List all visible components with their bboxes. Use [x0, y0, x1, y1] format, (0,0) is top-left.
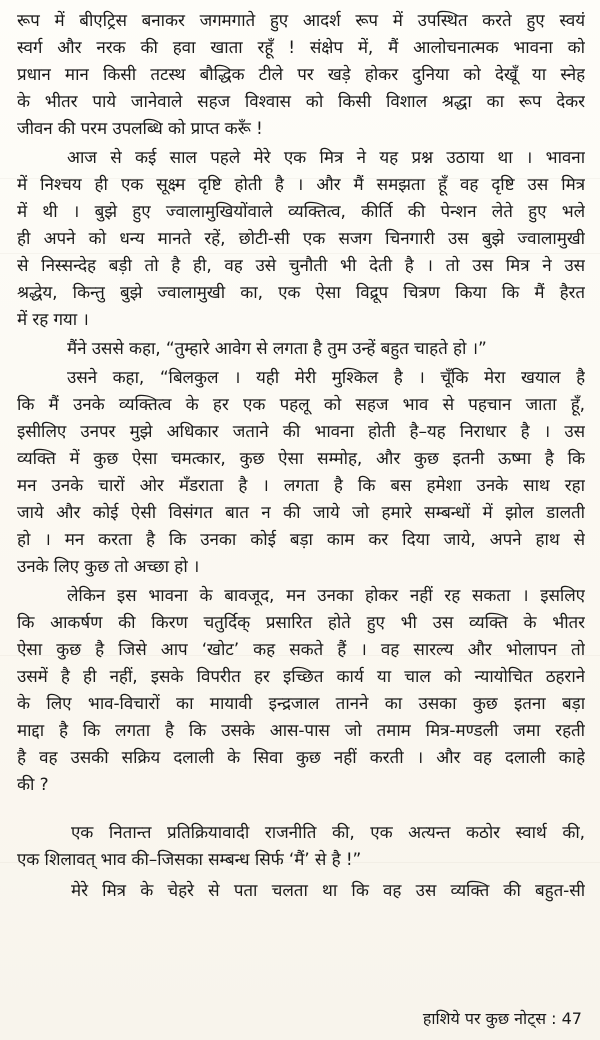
text-line: के लिए भाव-विचारों का मायावी इन्द्रजाल तानने का उसका कुछ इतना बड़ा	[17, 694, 585, 714]
page-footer: हाशिये पर कुछ नोट्स : 47	[422, 1009, 582, 1028]
text-line: श्रद्धेय, किन्तु बुझे ज्वालामुखी का, एक ऐसा विद्रूप चित्रण किया कि मैं हैरत	[17, 283, 585, 303]
text-line: से निस्सन्देह बड़ी तो है ही, वह उसे चुनौती भी देती है । तो उस मित्र ने उस	[17, 256, 585, 276]
text-line: में थी । बुझे हुए ज्वालामुखियोंवाले व्यक्तित्व, कीर्ति की पेन्शन लेते हुए भले	[17, 202, 585, 222]
text-line: माद्दा है कि लगता है कि उसके आस-पास जो तमाम मित्र-मण्डली जमा रहती	[17, 721, 585, 741]
text-line: आज से कई साल पहले मेरे एक मित्र ने यह प्रश्न उठाया था । भावना	[67, 148, 585, 168]
text-line: उनके लिए कुछ तो अच्छा हो ।	[17, 557, 200, 577]
text-line: मन उनके चारों ओर मँडराता है । लगता है कि बस हमेशा उनके साथ रहा	[17, 476, 585, 496]
text-line: जाये और कोई ऐसी विसंगत बात न की जाये जो हमारे सम्बन्धों में झोल डालती	[17, 503, 585, 523]
text-line: ही अपने को धन्य मानते रहें, छोटी-सी एक सजग चिनगारी उस बुझे ज्वालामुखी	[17, 229, 585, 249]
text-line: व्यक्ति में कुछ ऐसा चमत्कार, कुछ ऐसा सम्मोह, और कुछ इतनी ऊष्मा है कि	[17, 449, 585, 469]
text-line: हो । मन करता है कि उनका कोई बड़ा काम कर दिया जाये, अपने हाथ से	[17, 530, 585, 550]
text-line: स्वर्ग और नरक की हवा खाता रहूँ ! संक्षेप में, मैं आलोचनात्मक भावना को	[17, 38, 585, 58]
text-line: जीवन की परम उपलब्धि को प्राप्त करूँ !	[17, 119, 263, 139]
text-line: इसीलिए उनपर मुझे अधिकार जताने की भावना होती है–यह निराधार है । उस	[17, 422, 585, 442]
text-line: में रह गया ।	[17, 310, 89, 330]
text-line: मेरे मित्र के चेहरे से पता चलता था कि वह उस व्यक्ति की बहुत-सी	[71, 881, 585, 901]
text-line: है वह उसकी सक्रिय दलाली के सिवा कुछ नहीं करती । और वह दलाली काहे	[17, 748, 585, 768]
text-line: मैंने उससे कहा, “तुम्हारे आवेग से लगता है तुम उन्हें बहुत चाहते हो ।”	[67, 339, 487, 359]
text-line: कि आकर्षण की किरण चतुर्दिक् प्रसारित होते हुए भी उस व्यक्ति के भीतर	[17, 613, 585, 633]
text-line: में निश्चय ही एक सूक्ष्म दृष्टि होती है । और मैं समझता हूँ वह दृष्टि उस मित्र	[17, 175, 585, 195]
text-line: लेकिन इस भावना के बावजूद, मन उनका होकर नहीं रह सकता । इसलिए	[67, 586, 585, 606]
text-line: प्रधान मान किसी तटस्थ बौद्धिक टीले पर खड़े होकर दुनिया को देखूँ या स्नेह	[17, 65, 585, 85]
text-line: एक नितान्त प्रतिक्रियावादी राजनीति की, एक अत्यन्त कठोर स्वार्थ की,	[71, 823, 585, 843]
text-line: के भीतर पाये जानेवाले सहज विश्वास को किसी विशाल श्रद्धा का रूप देकर	[17, 92, 585, 112]
text-line: उसमें है ही नहीं, इसके विपरीत हर इच्छित कार्य या चाल को न्यायोचित ठहराने	[17, 667, 585, 687]
text-line: एक शिलावत् भाव की–जिसका सम्बन्ध सिर्फ ‘मैं’ से है !”	[17, 850, 362, 870]
text-line: रूप में बीएट्रिस बनाकर जगमगाते हुए आदर्श रूप में उपस्थित करते हुए स्वयं	[17, 11, 585, 31]
text-line: की ?	[17, 775, 49, 795]
text-line: ऐसा कुछ है जिसे आप ‘खोट’ कह सकते हैं । वह सारल्य और भोलापन तो	[17, 640, 585, 660]
text-line: उसने कहा, “बिलकुल । यही मेरी मुश्किल है । चूँकि मेरा खयाल है	[67, 368, 585, 388]
text-line: कि मैं उनके व्यक्तित्व के हर एक पहलू को सहज भाव से पहचान जाता हूँ,	[17, 395, 585, 415]
